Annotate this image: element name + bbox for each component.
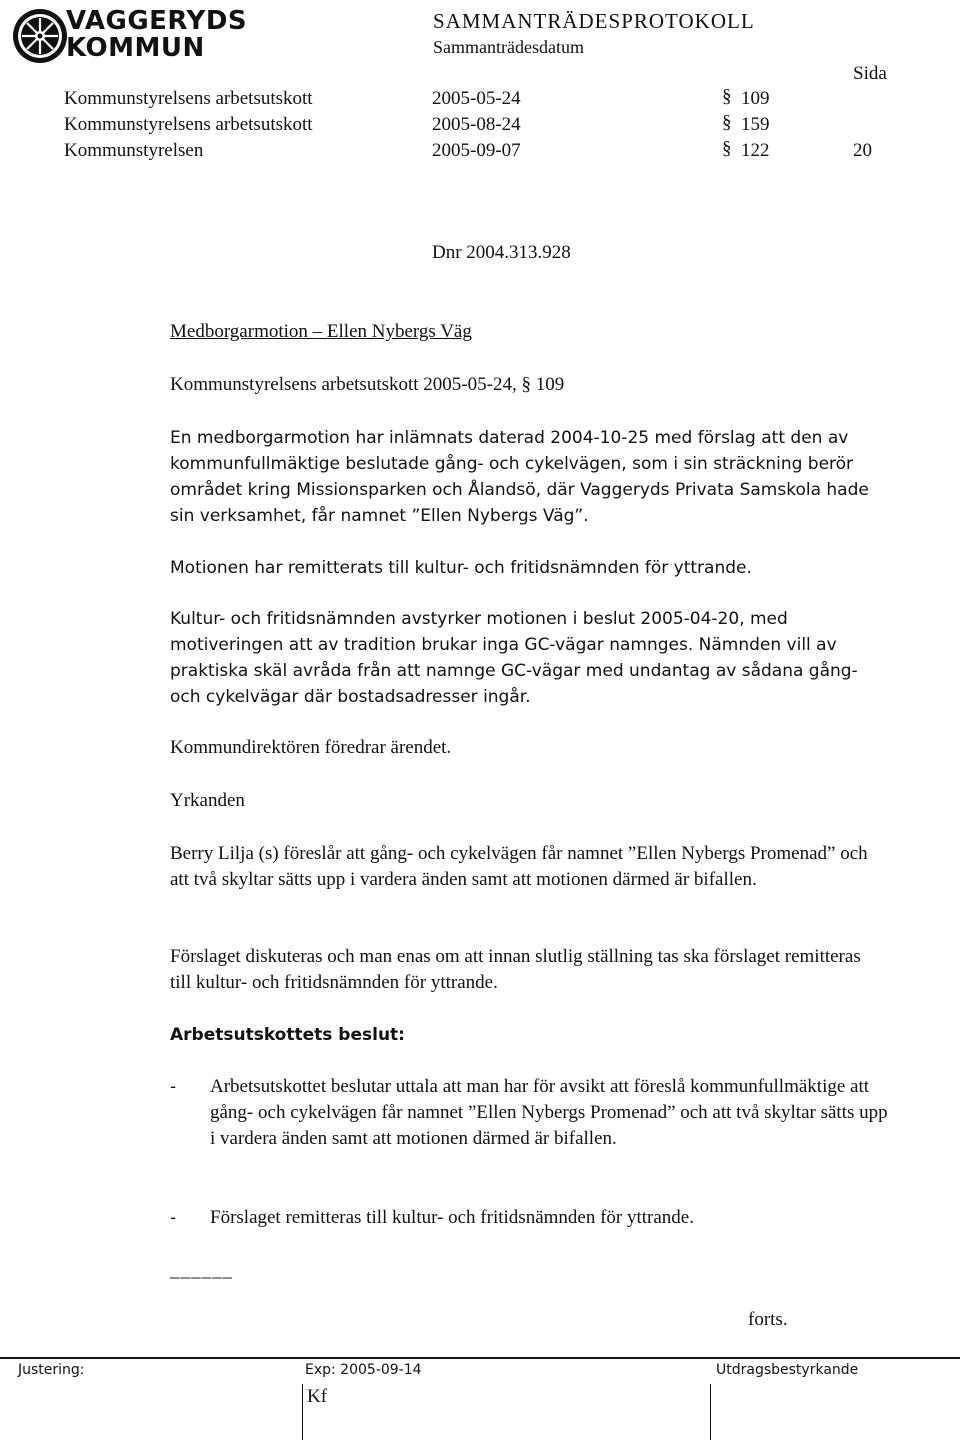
footer-divider bbox=[0, 1357, 960, 1359]
meeting-date-label: Sammanträdesdatum bbox=[433, 37, 584, 57]
paragraph-number-2: 159 bbox=[741, 114, 770, 135]
paragraph-proposal: Berry Lilja (s) föreslår att gång- och cykelvägen får namnet ”Ellen Nybergs Promenad” och att två skyltar sätts upp i vardera änden samt att motionen därmed är bifallen. bbox=[170, 843, 868, 890]
header-date-3: 2005-09-07 bbox=[432, 140, 521, 161]
paragraph-sign-1: § bbox=[722, 86, 732, 107]
committee-reference: Kommunstyrelsens arbetsutskott 2005-05-24, § 109 bbox=[170, 374, 565, 395]
decision-item-2: Förslaget remitteras till kultur- och fritidsnämnden för yttrande. bbox=[210, 1207, 694, 1228]
paragraph-sign-2: § bbox=[722, 112, 732, 133]
paragraph-motion: En medborgarmotion har inlämnats daterad 2004-10-25 med förslag att den av kommunfullmäktige beslutade gång- och cykelvägen, som i sin sträckning berör området kring Missionsparken och Ålandsö, där Vaggeryds Privata Samskola hade sin verksamhet, får namnet ”Ellen Nybergs Väg”. bbox=[170, 428, 869, 526]
header-date-2: 2005-08-24 bbox=[432, 114, 521, 135]
decision-heading: Arbetsutskottets beslut: bbox=[170, 1025, 405, 1045]
decision-dash-2: - bbox=[170, 1208, 177, 1228]
header-date-1: 2005-05-24 bbox=[432, 88, 521, 109]
logo-text-line1: VAGGERYDS bbox=[66, 6, 248, 36]
case-title: Medborgarmotion – Ellen Nybergs Väg bbox=[170, 321, 472, 342]
decision-item-1: Arbetsutskottet beslutar uttala att man har för avsikt att föreslå kommunfullmäktige att gång- och cykelvägen får namnet ”Ellen Nybergs Promenad” och att två skyltar sätts upp i vardera änden samt att motionen därmed är bifallen. bbox=[210, 1076, 888, 1149]
header-body-1: Kommunstyrelsens arbetsutskott bbox=[64, 88, 313, 109]
paragraph-referral: Motionen har remitterats till kultur- och fritidsnämnden för yttrande. bbox=[170, 558, 752, 578]
header-body-3: Kommunstyrelsen bbox=[64, 140, 204, 161]
paragraph-number-3: 122 bbox=[741, 140, 770, 161]
paragraph-number-1: 109 bbox=[741, 88, 770, 109]
page-label: Sida bbox=[853, 63, 887, 84]
continued-label: forts. bbox=[748, 1309, 788, 1330]
footer-divider-right bbox=[710, 1384, 711, 1440]
logo-text-line2: KOMMUN bbox=[66, 33, 205, 63]
decision-dash-1: - bbox=[170, 1077, 177, 1097]
case-number: Dnr 2004.313.928 bbox=[432, 242, 571, 263]
municipality-logo bbox=[10, 6, 70, 66]
footer-extract-certified: Utdragsbestyrkande bbox=[716, 1362, 859, 1378]
paragraph-presentation: Kommundirektören föredrar ärendet. bbox=[170, 737, 452, 758]
proposals-heading: Yrkanden bbox=[170, 790, 245, 811]
paragraph-sign-3: § bbox=[722, 138, 732, 159]
footer-justering: Justering: bbox=[18, 1362, 85, 1378]
page-number: 20 bbox=[853, 140, 872, 161]
document-title: SAMMANTRÄDESPROTOKOLL bbox=[433, 9, 755, 33]
paragraph-discussion: Förslaget diskuteras och man enas om att innan slutlig ställning tas ska förslaget remitteras till kultur- och fritidsnämnden för yttrande. bbox=[170, 946, 861, 993]
header-body-2: Kommunstyrelsens arbetsutskott bbox=[64, 114, 313, 135]
footer-exp: Exp: 2005-09-14 bbox=[305, 1362, 422, 1378]
paragraph-committee-opinion: Kultur- och fritidsnämnden avstyrker motionen i beslut 2005-04-20, med motiveringen att av tradition brukar inga GC-vägar namnges. Nämnden vill av praktiska skäl avråda från att namnge GC-vägar med undantag av sådana gång- och cykelvägar där bostadsadresser ingår. bbox=[170, 609, 858, 707]
footer-exp-recipient: Kf bbox=[307, 1386, 328, 1407]
separator-line: ______ bbox=[170, 1260, 233, 1281]
footer-divider-left bbox=[302, 1384, 303, 1440]
